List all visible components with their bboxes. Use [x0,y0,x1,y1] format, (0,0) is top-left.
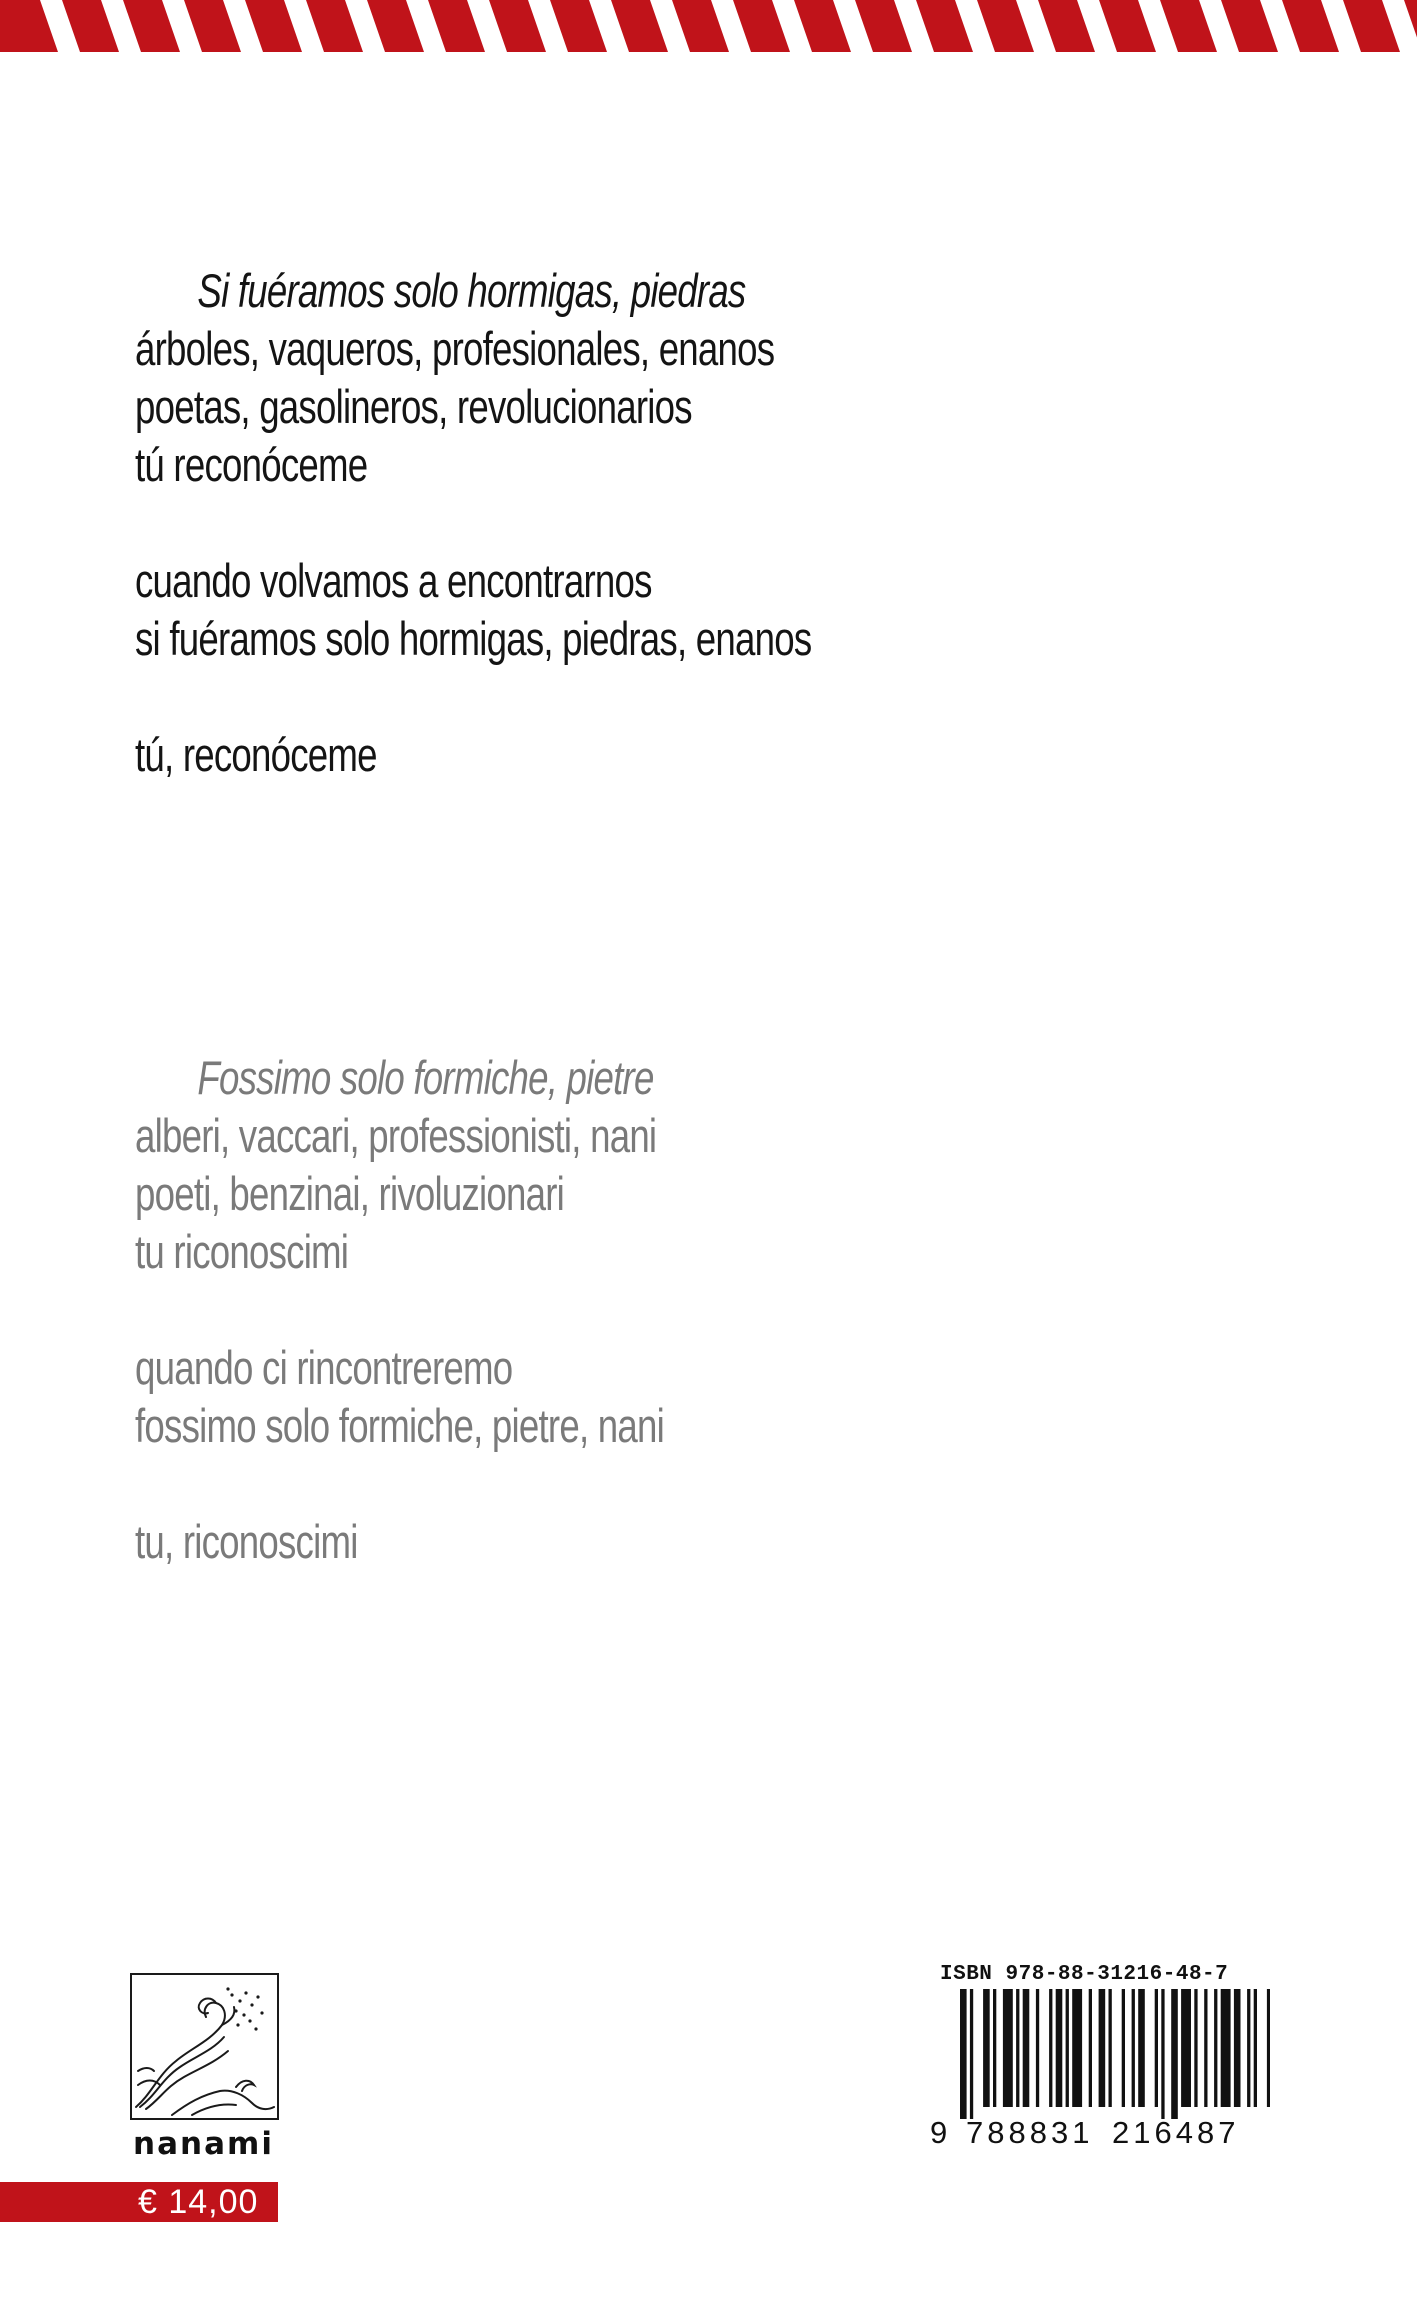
poem-line: Si fuéramos solo hormigas, piedras [197,264,746,317]
poem-line: cuando volvamos a encontrarnos [135,554,652,607]
barcode-bar [1049,1989,1052,2107]
barcode-bar [1204,1989,1207,2107]
poem-line: árboles, vaqueros, profesionales, enanos [135,322,775,375]
poem-line: Fossimo solo formiche, pietre [197,1051,654,1104]
barcode-bar [1214,1989,1217,2107]
poem-italian [135,1049,664,1571]
barcode-bars [930,1989,1270,2119]
barcode-digits-right: 216487 [1112,2115,1240,2150]
stripe-pattern [0,0,1417,52]
poem-line: quando ci rincontreremo [135,1341,513,1394]
barcode-bar [1194,1989,1197,2107]
barcode-bar [970,1989,973,2119]
barcode-bar [1023,1989,1030,2107]
stanza-break [135,1281,664,1339]
publisher-name: nanami [133,2126,274,2162]
stanza-break [135,1455,664,1513]
barcode-bar [1171,1989,1178,2119]
barcode-bar [1089,1989,1092,2107]
barcode-bar [983,1989,990,2107]
barcode-bar [1247,1989,1250,2107]
barcode-bar [1132,1989,1135,2107]
barcode-bar [1003,1989,1013,2107]
poem-line: poeti, benzinai, rivoluzionari [135,1167,564,1220]
stanza-break [135,668,811,726]
poem-line: tu riconoscimi [135,1225,349,1278]
poem-line: fossimo solo formiche, pietre, nani [135,1399,664,1452]
barcode-bar [1267,1989,1270,2107]
barcode-bar [1138,1989,1145,2107]
barcode-bar [1109,1989,1112,2107]
barcode-bar [1234,1989,1241,2107]
barcode-digits-left: 788831 [966,2115,1094,2150]
barcode-bar [1056,1989,1063,2107]
barcode-bar [1221,1989,1231,2107]
barcode-bar [1181,1989,1191,2107]
barcode-bar [1161,1989,1164,2119]
stanza-break [135,494,811,552]
top-stripe-band [0,0,1417,52]
barcode-bar [1254,1989,1257,2107]
barcode-bar [960,1989,967,2119]
barcode-bar [1122,1989,1125,2107]
barcode-bar [1066,1989,1069,2107]
barcode-digit-first: 9 [930,2115,948,2150]
barcode-bar [1036,1989,1039,2107]
publisher-logo [130,1973,277,2162]
great-wave-icon [132,1975,277,2118]
barcode-bar [1099,1989,1106,2107]
poem-line: tu, riconoscimi [135,1515,358,1568]
poem-line: tú reconóceme [135,438,368,491]
price-label: € 14,00 [138,2183,259,2221]
isbn-label: ISBN 978-88-31216-48-7 [940,1963,1229,1986]
logo-frame [130,1973,279,2120]
barcode-bar [993,1989,996,2107]
barcode-bar [1155,1989,1158,2107]
barcode-bar [1016,1989,1019,2107]
poem-line: tú, reconóceme [135,728,377,781]
poem-spanish [135,262,811,784]
poem-line: alberi, vaccari, professionisti, nani [135,1109,657,1162]
barcode-bar [1072,1989,1082,2107]
poem-line: poetas, gasolineros, revolucionarios [135,380,692,433]
isbn-barcode [930,1963,1270,2159]
poem-line: si fuéramos solo hormigas, piedras, enanos [135,612,812,665]
